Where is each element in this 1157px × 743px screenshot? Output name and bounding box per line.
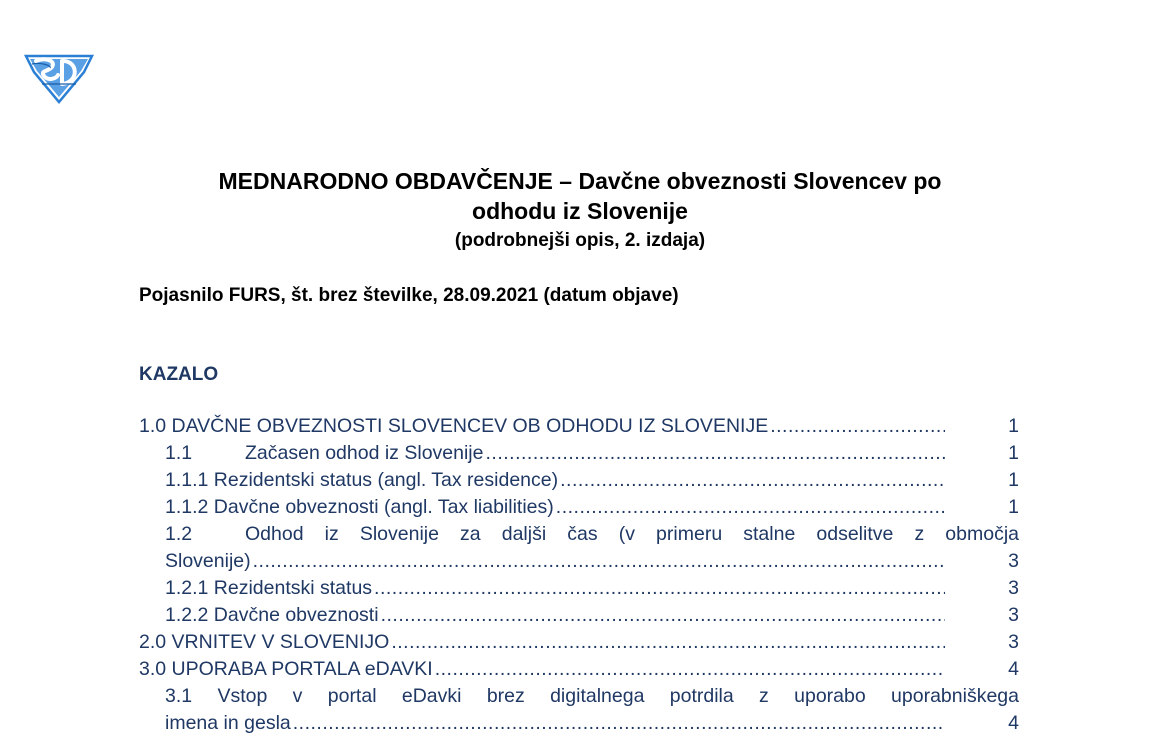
toc-text: Rezidentski status (213, 577, 373, 599)
toc-text: Davčne obveznosti (213, 604, 379, 626)
toc-entry-1-1-2[interactable] (139, 494, 1019, 521)
toc-page-number: 1 (1008, 442, 1019, 464)
toc-entry-1-1[interactable] (139, 440, 1019, 467)
toc-leader-dots (381, 602, 945, 629)
toc-text: DAVČNE OBVEZNOSTI SLOVENCEV OB ODHODU IZ SLOVENIJE (171, 415, 769, 437)
toc-number: 1.1 (165, 442, 193, 464)
toc-number: 2.0 (139, 631, 167, 653)
toc-number: 1.2 (165, 523, 193, 545)
toc-leader-dots (560, 467, 945, 494)
toc-page-number: 4 (1008, 712, 1019, 734)
toc-page-number: 3 (1008, 631, 1019, 653)
toc-entry-3-1[interactable] (139, 683, 1019, 737)
toc-number: 3.1 (165, 685, 193, 707)
toc-page-number: 3 (1008, 550, 1019, 572)
toc-entry-2-0[interactable] (139, 629, 1019, 656)
toc-entry-1-0[interactable] (139, 413, 1019, 440)
document-subtitle: (podrobnejši opis, 2. izdaja) (454, 230, 706, 251)
toc-entry-1-2-2[interactable] (139, 602, 1019, 629)
toc-number: 3.0 (139, 658, 167, 680)
toc-entry-1-2-1[interactable] (139, 575, 1019, 602)
toc-text-continued: imena in gesla (165, 712, 291, 734)
toc-leader-dots (556, 494, 945, 521)
toc-leader-dots (391, 629, 945, 656)
document-title (120, 166, 1040, 255)
toc-leader-dots (374, 575, 945, 602)
toc-entry-3-0[interactable] (139, 656, 1019, 683)
toc-page-number: 3 (1008, 604, 1019, 626)
toc-page-number: 4 (1008, 658, 1019, 680)
toc-entry-line-1 (165, 683, 1019, 710)
toc-text: Rezidentski status (angl. Tax residence) (213, 469, 559, 491)
toc-leader-dots (253, 548, 945, 575)
toc-text: VRNITEV V SLOVENIJO (171, 631, 390, 653)
toc-text: Odhod iz Slovenije za daljši čas (v primeru stalne odselitve z območja (245, 523, 1019, 545)
toc-leader-dots (486, 440, 946, 467)
toc-entry-line-1 (165, 521, 1019, 548)
toc-text: Začasen odhod iz Slovenije (245, 442, 484, 464)
toc-text: Vstop v portal eDavki brez digitalnega potrdila z uporabo uporabniškega (217, 685, 1019, 707)
title-line-2: odhodu iz Slovenije (472, 198, 688, 224)
title-line-1: MEDNARODNO OBDAVČENJE – Davčne obveznosti Slovencev po (218, 168, 942, 194)
toc-text: Davčne obveznosti (angl. Tax liabilities) (213, 496, 554, 518)
toc-leader-dots (435, 656, 945, 683)
toc-entry-1-2[interactable] (139, 521, 1019, 575)
toc-entry-line-2 (165, 710, 1019, 737)
toc-page-number: 1 (1008, 469, 1019, 491)
toc-page-number: 1 (1008, 496, 1019, 518)
toc-heading: KAZALO (139, 364, 219, 385)
toc-number: 1.1.1 (165, 469, 209, 491)
toc-entry-1-1-1[interactable] (139, 467, 1019, 494)
toc-leader-dots (293, 710, 945, 737)
table-of-contents (139, 413, 1019, 737)
toc-number: 1.2.1 (165, 577, 209, 599)
furs-logo-icon (22, 48, 96, 104)
toc-entry-line-2 (165, 548, 1019, 575)
toc-text-continued: Slovenije) (165, 550, 251, 572)
toc-number: 1.0 (139, 415, 167, 437)
toc-number: 1.2.2 (165, 604, 209, 626)
explanation-reference: Pojasnilo FURS, št. brez številke, 28.09.2021 (datum objave) (139, 285, 679, 306)
toc-page-number: 1 (1008, 415, 1019, 437)
toc-text: UPORABA PORTALA eDAVKI (171, 658, 433, 680)
toc-leader-dots (770, 413, 945, 440)
toc-page-number: 3 (1008, 577, 1019, 599)
toc-number: 1.1.2 (165, 496, 209, 518)
